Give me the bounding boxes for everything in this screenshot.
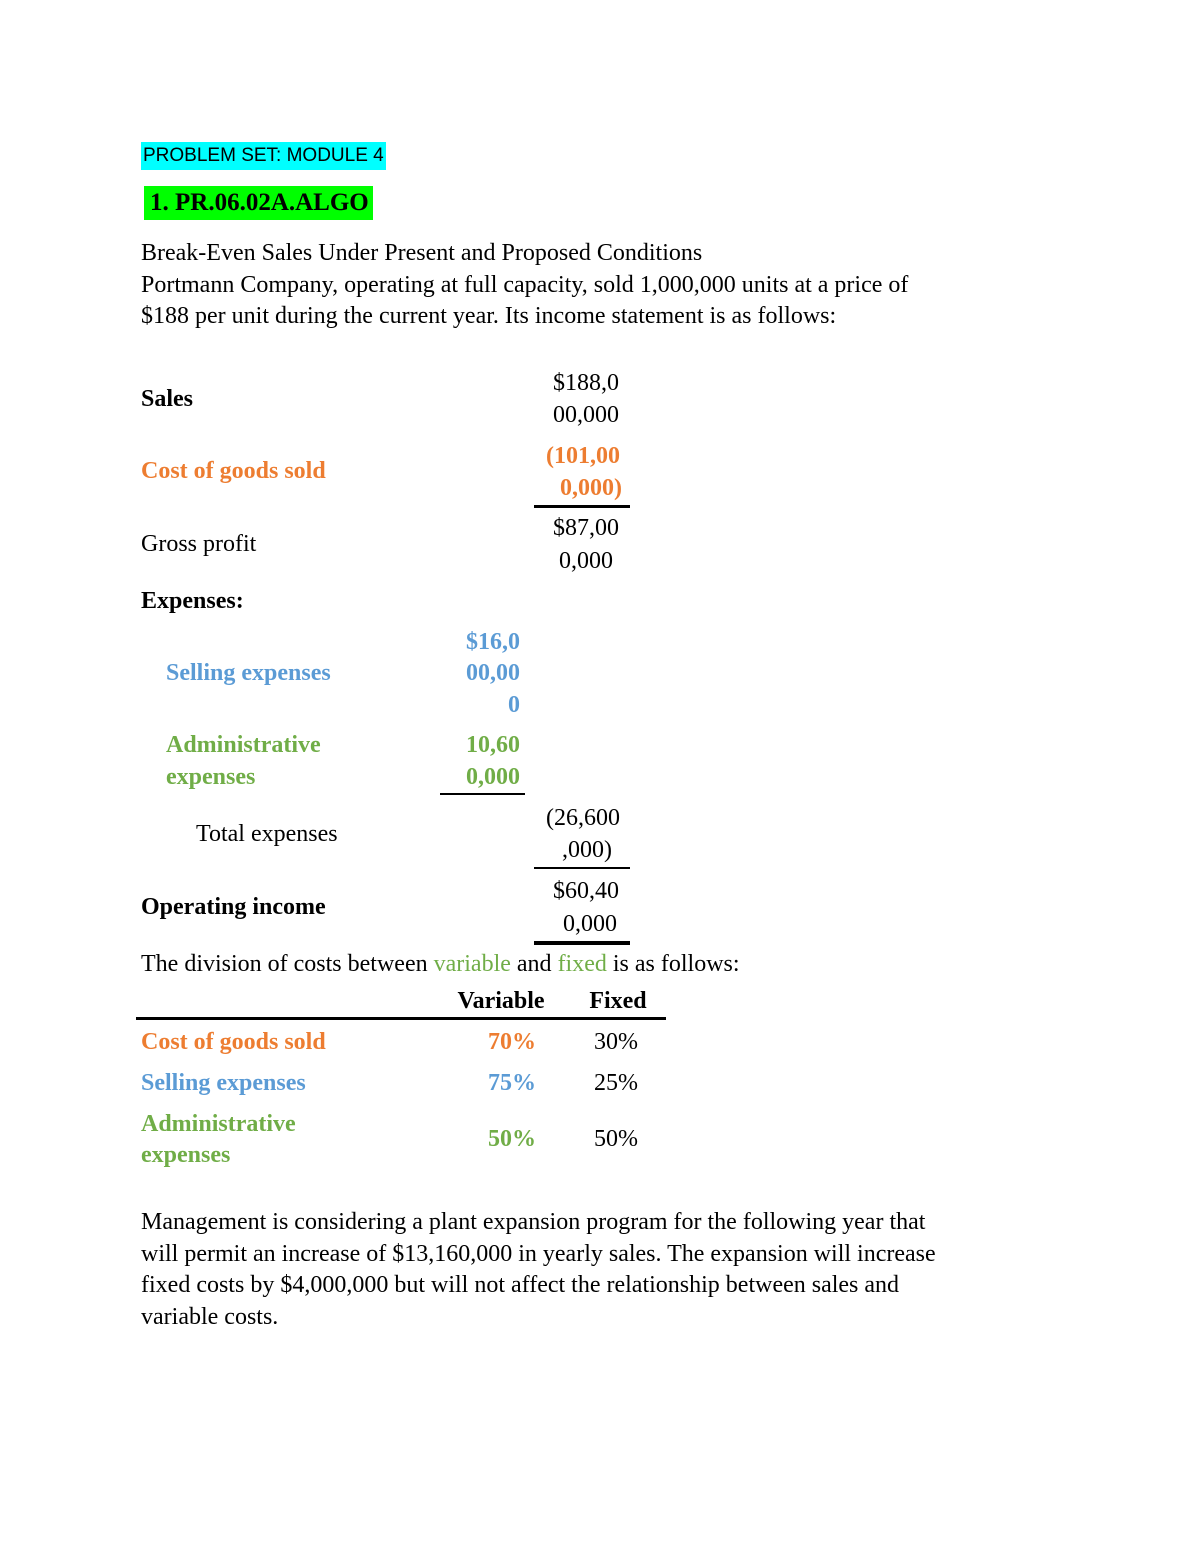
closing-line-3: fixed costs by $4,000,000 but will not affect the relationship between sales and bbox=[141, 1272, 900, 1298]
division-prefix: The division of costs between bbox=[141, 951, 434, 977]
sales-value-line-1: $188,0 bbox=[553, 370, 619, 396]
total-expenses-value-line-2: ,000) bbox=[562, 837, 612, 863]
cogs-value-line-2: 0,000) bbox=[560, 475, 622, 501]
table-header-rule bbox=[136, 1017, 666, 1020]
total-expenses-label: Total expenses bbox=[196, 821, 338, 847]
module-label: PROBLEM SET: MODULE 4 bbox=[141, 142, 386, 170]
operating-income-double-underline bbox=[534, 941, 630, 945]
variable-word: variable bbox=[433, 951, 511, 977]
cogs-underline bbox=[534, 505, 630, 508]
intro-line-1: Portmann Company, operating at full capacity, sold 1,000,000 units at a price of bbox=[141, 272, 909, 298]
selling-value-line-3: 0 bbox=[508, 692, 520, 718]
admin-value-line-1: 10,60 bbox=[466, 732, 520, 758]
cogs-value-line-1: (101,00 bbox=[546, 443, 620, 469]
row-admin-label-line-2: expenses bbox=[141, 1142, 231, 1168]
admin-value-line-2: 0,000 bbox=[466, 764, 520, 790]
total-expenses-value-line-1: (26,600 bbox=[546, 805, 620, 831]
fixed-word: fixed bbox=[557, 951, 607, 977]
operating-income-label: Operating income bbox=[141, 894, 326, 920]
row-admin-label-line-1: Administrative bbox=[141, 1111, 296, 1137]
intro-line-2: $188 per unit during the current year. Its income statement is as follows: bbox=[141, 303, 837, 329]
problem-id: 1. PR.06.02A.ALGO bbox=[144, 186, 373, 220]
row-selling-label: Selling expenses bbox=[141, 1070, 306, 1096]
column-header-fixed: Fixed bbox=[589, 988, 647, 1014]
gross-profit-value-line-1: $87,00 bbox=[553, 515, 619, 541]
closing-line-4: variable costs. bbox=[141, 1304, 279, 1330]
closing-line-2: will permit an increase of $13,160,000 in yearly sales. The expansion will increase bbox=[141, 1241, 936, 1267]
operating-income-value-line-2: 0,000 bbox=[563, 911, 617, 937]
admin-expenses-label-line-1: Administrative bbox=[166, 732, 321, 758]
gross-profit-value-line-2: 0,000 bbox=[559, 548, 613, 574]
closing-line-1: Management is considering a plant expansion program for the following year that bbox=[141, 1209, 926, 1235]
row-cogs-variable: 70% bbox=[488, 1029, 536, 1055]
row-cogs-fixed: 30% bbox=[594, 1029, 638, 1055]
row-selling-fixed: 25% bbox=[594, 1070, 638, 1096]
row-cogs-label: Cost of goods sold bbox=[141, 1029, 326, 1055]
column-header-variable: Variable bbox=[457, 988, 545, 1014]
selling-expenses-label: Selling expenses bbox=[166, 660, 331, 686]
row-admin-fixed: 50% bbox=[594, 1126, 638, 1152]
division-suffix: is as follows: bbox=[606, 951, 740, 977]
expenses-header: Expenses: bbox=[141, 588, 244, 614]
problem-title: Break-Even Sales Under Present and Proposed Conditions bbox=[141, 240, 703, 266]
gross-profit-label: Gross profit bbox=[141, 531, 257, 557]
sales-value-line-2: 00,000 bbox=[553, 402, 619, 428]
division-sentence bbox=[141, 948, 740, 980]
row-admin-variable: 50% bbox=[488, 1126, 536, 1152]
operating-income-value-line-1: $60,40 bbox=[553, 878, 619, 904]
selling-value-line-1: $16,0 bbox=[466, 629, 520, 655]
selling-value-line-2: 00,00 bbox=[466, 660, 520, 686]
total-expenses-underline bbox=[534, 867, 630, 869]
row-selling-variable: 75% bbox=[488, 1070, 536, 1096]
admin-underline bbox=[440, 793, 525, 795]
and-word: and bbox=[510, 951, 558, 977]
admin-expenses-label-line-2: expenses bbox=[166, 764, 256, 790]
cogs-label: Cost of goods sold bbox=[141, 458, 326, 484]
sales-label: Sales bbox=[141, 386, 194, 412]
